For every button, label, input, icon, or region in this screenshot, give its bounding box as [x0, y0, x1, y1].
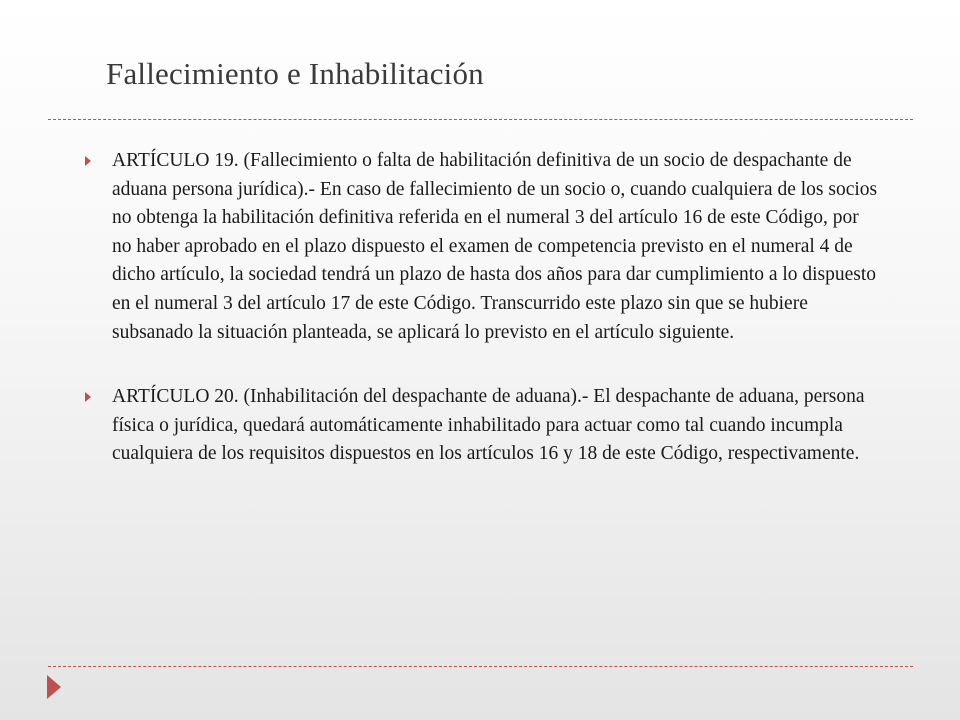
slide-title: Fallecimiento e Inhabilitación	[106, 56, 484, 91]
triangle-right-icon	[85, 392, 91, 402]
footer-triangle-icon	[47, 675, 61, 699]
bullet-item-articulo-19	[82, 147, 882, 347]
bullet-text: ARTÍCULO 20. (Inhabilitación del despachante de aduana).- El despachante de aduana, persona física o jurídica, quedará automáticamente inhabilitado para actuar como tal cuando incumpla cualquiera de los requisitos dispuestos en los artículos 16 y 18 de este Código, respectivamente.	[112, 386, 865, 465]
triangle-right-icon	[85, 156, 91, 166]
slide-content	[82, 147, 882, 505]
bottom-divider	[48, 666, 913, 667]
bullet-item-articulo-20	[82, 383, 882, 469]
bullet-text: ARTÍCULO 19. (Fallecimiento o falta de habilitación definitiva de un socio de despachante de aduana persona jurídica).- En caso de fallecimiento de un socio o, cuando cualquiera de los socios no obtenga la habilitación definitiva referida en el numeral 3 del artículo 16 de este Código, por no haber aprobado en el plazo dispuesto el examen de competencia previsto en el numeral 4 de dicho artículo, la sociedad tendrá un plazo de hasta dos años para dar cumplimiento a lo dispuesto en el numeral 3 del artículo 17 de este Código. Transcurrido este plazo sin que se hubiere subsanado la situación planteada, se aplicará lo previsto en el artículo siguiente.	[112, 150, 878, 343]
top-divider	[48, 119, 913, 120]
